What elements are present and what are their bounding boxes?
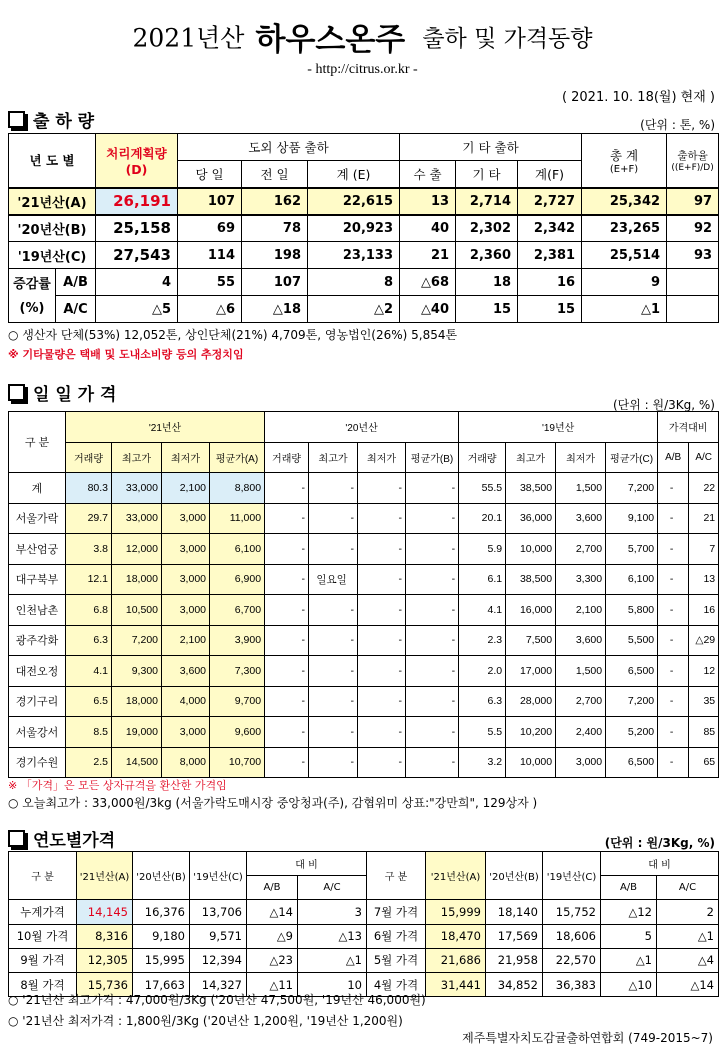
daily-cell-ac: 12 [689, 656, 719, 687]
page-title [0, 14, 725, 64]
daily-cell-a19: 6,100 [606, 564, 658, 595]
daily-cell-a20: - [406, 564, 459, 595]
daily-cell-x21: 33,000 [112, 503, 162, 534]
daily-cell-v19: 3.2 [459, 747, 506, 778]
daily-cell-v21: 80.3 [66, 473, 112, 504]
daily-cell-n20: - [358, 717, 406, 748]
shipment-unit: (단위 : 톤, %) [640, 118, 715, 132]
daily-cell-a21: 11,000 [210, 503, 265, 534]
daily-cell-v20: - [265, 564, 309, 595]
daily-cell-a19: 5,200 [606, 717, 658, 748]
daily-cell-n19: 2,700 [556, 686, 606, 717]
market-name: 계 [9, 473, 66, 504]
shipment-row-2021: '21년산(A) 26,191 107 162 22,615 13 2,714 2,727 25,342 97 [9, 188, 719, 215]
footer-org: 제주특별자치도감귤출하연합회 (749-2015~7) [462, 1031, 713, 1045]
daily-cell-n21: 8,000 [162, 747, 210, 778]
daily-cell-x19: 7,500 [506, 625, 556, 656]
daily-cell-x19: 38,500 [506, 564, 556, 595]
daily-cell-x19: 10,000 [506, 747, 556, 778]
col-today: 당 일 [178, 161, 242, 188]
daily-cell-x21: 14,500 [112, 747, 162, 778]
yearly-cell-name: 5월 가격 [367, 948, 426, 972]
yearly-cell-ac: △1 [298, 948, 367, 972]
site-url[interactable]: - http://citrus.or.kr - [307, 62, 418, 77]
daily-cell-x20: - [309, 686, 358, 717]
daily-cell-a21: 9,600 [210, 717, 265, 748]
yearly-cell-ab: △9 [247, 924, 298, 948]
yearly-cell-name: 10월 가격 [9, 924, 77, 948]
yearly-price-table: 구 분 '21년산(A) '20년산(B) '19년산(C) 대 비 구 분 '21년산(A) '20년산(B) '19년산(C) 대 비 A/B A/C A/B A/C 누계가격 14,145 16,376 13,706 △14 3 7월 가격 15,999 18,140 15,752 △12 2 10월 가격 8,316 9,180 9,571 △9 △13 6월 가격 18,470 17,569 18,606 5 △1 9월 가격 12,305 15,995 12,394 △23 △1 5월 가격 21,686 21,958 22,570 △1 △4 8월 가격 15,736 17,663 14,327 △11 10 4월 가격 31,441 34,852 36,383 △10 △14 [8, 851, 719, 997]
daily-col-2019: '19년산 [459, 412, 658, 443]
daily-cell-v20: - [265, 656, 309, 687]
col-etc: 기 타 [456, 161, 518, 188]
col-year: 년 도 별 [9, 134, 96, 188]
daily-cell-n20: - [358, 747, 406, 778]
daily-cell-n19: 2,400 [556, 717, 606, 748]
daily-row [9, 686, 719, 717]
market-name: 대구북부 [9, 564, 66, 595]
daily-cell-n21: 2,100 [162, 625, 210, 656]
yearly-cell-a: 8,316 [77, 924, 133, 948]
yearly-cell-c: 18,606 [543, 924, 601, 948]
daily-cell-n20: - [358, 534, 406, 565]
yearly-cell-ab: △11 [247, 972, 298, 996]
yearly-cell-b: 18,140 [486, 900, 543, 924]
daily-cell-n20: - [358, 625, 406, 656]
market-name: 광주각화 [9, 625, 66, 656]
yearly-max-note: ○ '21년산 최고가격 : 47,000원/3Kg ('20년산 47,500원, '19년산 46,000원) [8, 993, 426, 1007]
daily-cell-n21: 3,000 [162, 717, 210, 748]
daily-cell-a21: 10,700 [210, 747, 265, 778]
daily-cell-x20: 일요일 [309, 564, 358, 595]
shipment-remark: ※ 기타물량은 택배 및 도내소비량 등의 추정치임 [8, 348, 244, 361]
market-name: 경기구리 [9, 686, 66, 717]
daily-cell-v19: 5.5 [459, 717, 506, 748]
daily-cell-n21: 3,000 [162, 595, 210, 626]
daily-cell-ac: 7 [689, 534, 719, 565]
daily-cell-v19: 20.1 [459, 503, 506, 534]
daily-cell-x19: 16,000 [506, 595, 556, 626]
daily-cell-x20: - [309, 503, 358, 534]
daily-row [9, 717, 719, 748]
daily-cell-a20: - [406, 747, 459, 778]
yearly-cell-b: 16,376 [133, 900, 190, 924]
daily-cell-n20: - [358, 473, 406, 504]
daily-cell-ab: - [658, 564, 689, 595]
daily-cell-ab: - [658, 747, 689, 778]
daily-cell-a20: - [406, 656, 459, 687]
yearly-cell-ac: 2 [657, 900, 719, 924]
daily-cell-x20: - [309, 595, 358, 626]
shipment-section-title: 출 하 량 [8, 107, 94, 132]
market-name: 경기수원 [9, 747, 66, 778]
daily-cell-v21: 4.1 [66, 656, 112, 687]
daily-cell-n20: - [358, 686, 406, 717]
daily-unit: (단위 : 원/3Kg, %) [612, 398, 715, 412]
daily-row [9, 503, 719, 534]
yearly-cell-c: 9,571 [190, 924, 247, 948]
daily-cell-x21: 7,200 [112, 625, 162, 656]
yearly-cell-b: 9,180 [133, 924, 190, 948]
daily-cell-a21: 6,900 [210, 564, 265, 595]
yearly-row [9, 924, 719, 948]
yearly-cell-ac: △13 [298, 924, 367, 948]
shipment-change-ac: (%) A/C △5 △6 △18 △2 △40 15 15 △1 [9, 296, 719, 323]
daily-cell-a19: 7,200 [606, 686, 658, 717]
daily-cell-v20: - [265, 625, 309, 656]
market-name: 서울강서 [9, 717, 66, 748]
daily-cell-x19: 10,200 [506, 717, 556, 748]
daily-col-2021: '21년산 [66, 412, 265, 443]
daily-cell-n20: - [358, 503, 406, 534]
daily-remark: ※ 「가격」은 모든 상자규격을 환산한 가격임 [8, 779, 227, 792]
yearly-cell-a: 15,999 [426, 900, 486, 924]
daily-cell-v20: - [265, 717, 309, 748]
daily-cell-v19: 6.3 [459, 686, 506, 717]
daily-cell-ab: - [658, 503, 689, 534]
daily-cell-v19: 5.9 [459, 534, 506, 565]
daily-cell-x20: - [309, 625, 358, 656]
yearly-min-note: ○ '21년산 최저가격 : 1,800원/3Kg ('20년산 1,200원, '19년산 1,200원) [8, 1014, 403, 1028]
yearly-cell-name: 9월 가격 [9, 948, 77, 972]
daily-cell-x19: 38,500 [506, 473, 556, 504]
daily-cell-n21: 3,000 [162, 534, 210, 565]
daily-cell-ab: - [658, 717, 689, 748]
shipment-table [8, 133, 719, 323]
daily-row [9, 534, 719, 565]
shipment-change-ab: 증감률 A/B 4 55 107 8 △68 18 16 9 [9, 269, 719, 296]
yearly-cell-ac: △4 [657, 948, 719, 972]
section-box-icon [8, 384, 25, 401]
daily-cell-n21: 3,600 [162, 656, 210, 687]
yearly-cell-name: 6월 가격 [367, 924, 426, 948]
daily-cell-v19: 2.3 [459, 625, 506, 656]
yearly-cell-a: 21,686 [426, 948, 486, 972]
daily-cell-a20: - [406, 595, 459, 626]
yearly-row [9, 900, 719, 924]
daily-cell-a19: 5,800 [606, 595, 658, 626]
daily-cell-x21: 33,000 [112, 473, 162, 504]
yearly-cell-a: 31,441 [426, 972, 486, 996]
yearly-cell-ab: △14 [247, 900, 298, 924]
daily-col-gubun: 구 분 [9, 412, 66, 473]
yearly-cell-ac: △1 [657, 924, 719, 948]
daily-cell-n19: 1,500 [556, 656, 606, 687]
daily-cell-v19: 55.5 [459, 473, 506, 504]
daily-cell-a20: - [406, 473, 459, 504]
daily-cell-x20: - [309, 656, 358, 687]
section-box-icon [8, 111, 25, 128]
daily-cell-n19: 3,000 [556, 747, 606, 778]
daily-cell-a20: - [406, 686, 459, 717]
daily-cell-n20: - [358, 656, 406, 687]
shipment-note: ○ 생산자 단체(53%) 12,052톤, 상인단체(21%) 4,709톤, 영농법인(26%) 5,854톤 [8, 328, 458, 342]
yearly-cell-c: 12,394 [190, 948, 247, 972]
daily-cell-ab: - [658, 625, 689, 656]
daily-cell-a21: 6,700 [210, 595, 265, 626]
yearly-cell-ab: △23 [247, 948, 298, 972]
yearly-unit: (단위 : 원/3Kg, %) [604, 836, 715, 850]
yearly-cell-a: 14,145 [77, 900, 133, 924]
yearly-cell-c: 22,570 [543, 948, 601, 972]
daily-cell-x21: 12,000 [112, 534, 162, 565]
daily-cell-v21: 6.3 [66, 625, 112, 656]
yearly-cell-ac: △14 [657, 972, 719, 996]
daily-cell-a20: - [406, 503, 459, 534]
daily-cell-ab: - [658, 534, 689, 565]
market-name: 대전오정 [9, 656, 66, 687]
col-sum-e: 계 (E) [308, 161, 400, 188]
daily-cell-n20: - [358, 564, 406, 595]
daily-cell-n21: 2,100 [162, 473, 210, 504]
yearly-cell-c: 13,706 [190, 900, 247, 924]
daily-cell-ac: 22 [689, 473, 719, 504]
yearly-cell-ab: 5 [601, 924, 657, 948]
daily-cell-a19: 5,500 [606, 625, 658, 656]
yearly-cell-a: 18,470 [426, 924, 486, 948]
daily-cell-a20: - [406, 625, 459, 656]
daily-cell-v20: - [265, 595, 309, 626]
daily-cell-ac: 16 [689, 595, 719, 626]
daily-section-title: 일 일 가 격 [8, 380, 116, 405]
yearly-cell-name: 4월 가격 [367, 972, 426, 996]
daily-cell-v21: 8.5 [66, 717, 112, 748]
daily-cell-ab: - [658, 595, 689, 626]
daily-cell-ab: - [658, 686, 689, 717]
daily-cell-a20: - [406, 534, 459, 565]
daily-cell-ac: 35 [689, 686, 719, 717]
daily-price-table: 구 분 '21년산 '20년산 '19년산 가격대비 거래량 최고가 최저가 평균가(A) 거래량 최고가 최저가 평균가(B) 거래량 최고가 최저가 평균가(C) A/B A/C 계 80.3 33,000 2,100 8,800 - - - - 55.5 38,500 1,500 7,200 - 22 서울가락 29.7 33,000 3,000 11,000 - - - - 20.1 36,000 3,600 9,100 - 21 부산엄궁 3.8 12,000 3,000 6,100 - - - - 5.9 10,000 2,700 5,700 - 7 대구북부 12.1 18,000 3,000 6,900 - 일요일 - - 6.1 38,500 3,300 6,100 - 13 인천남촌 6.8 10,500 3,000 6,700 - - - - 4.1 16,000 2,100 5,800 - 16 광주각화 6.3 7,200 2,100 3,900 - - - - 2.3 7,500 3,600 5,500 - △29 대전오정 4.1 9,300 3,600 7,300 - - - - 2.0 17,000 1,500 6,500 - 12 경기구리 6.5 18,000 4,000 9,700 - - - - 6.3 28,000 2,700 7,200 - 35 서울강서 8.5 19,000 3,000 9,600 - - - - 5.5 10,200 2,400 5,200 - 85 경기수원 2.5 14,500 8,000 10,700 - - - - 3.2 10,000 3,000 6,500 - 65 [8, 411, 719, 778]
yearly-cell-b: 17,663 [133, 972, 190, 996]
daily-cell-n19: 2,700 [556, 534, 606, 565]
col-plan: 처리계획량 (D) [96, 134, 178, 188]
daily-cell-v21: 3.8 [66, 534, 112, 565]
yearly-cell-ab: △12 [601, 900, 657, 924]
yearly-cell-b: 17,569 [486, 924, 543, 948]
daily-col-compare: 가격대비 [658, 412, 719, 443]
daily-cell-x21: 19,000 [112, 717, 162, 748]
daily-cell-n19: 3,600 [556, 503, 606, 534]
daily-cell-v21: 2.5 [66, 747, 112, 778]
daily-cell-a21: 6,100 [210, 534, 265, 565]
daily-row [9, 625, 719, 656]
shipment-row-2019: '19년산(C) 27,543 114 198 23,133 21 2,360 2,381 25,514 93 [9, 242, 719, 269]
daily-cell-ab: - [658, 473, 689, 504]
yearly-row [9, 948, 719, 972]
daily-cell-n19: 3,600 [556, 625, 606, 656]
market-name: 부산엄궁 [9, 534, 66, 565]
daily-cell-ac: 21 [689, 503, 719, 534]
daily-cell-x20: - [309, 747, 358, 778]
daily-row [9, 747, 719, 778]
yearly-cell-a: 12,305 [77, 948, 133, 972]
daily-cell-ac: △29 [689, 625, 719, 656]
daily-cell-v20: - [265, 747, 309, 778]
daily-cell-a20: - [406, 717, 459, 748]
shipment-row-2020: '20년산(B) 25,158 69 78 20,923 40 2,302 2,342 23,265 92 [9, 215, 719, 242]
daily-cell-v20: - [265, 686, 309, 717]
yearly-cell-c: 14,327 [190, 972, 247, 996]
daily-cell-x20: - [309, 473, 358, 504]
daily-row [9, 595, 719, 626]
section-box-icon [8, 830, 25, 847]
col-sum-f: 계(F) [518, 161, 582, 188]
yearly-cell-name: 7월 가격 [367, 900, 426, 924]
daily-cell-n19: 3,300 [556, 564, 606, 595]
daily-cell-a19: 7,200 [606, 473, 658, 504]
col-export: 수 출 [400, 161, 456, 188]
yearly-cell-name: 누계가격 [9, 900, 77, 924]
yearly-cell-b: 15,995 [133, 948, 190, 972]
yearly-cell-a: 15,736 [77, 972, 133, 996]
yearly-cell-c: 36,383 [543, 972, 601, 996]
col-outside: 도외 상품 출하 [178, 134, 400, 161]
title-year: 2021년산 [132, 23, 245, 53]
daily-cell-v21: 6.5 [66, 686, 112, 717]
col-other: 기 타 출하 [400, 134, 582, 161]
daily-cell-a21: 9,700 [210, 686, 265, 717]
title-subtitle: 출하 및 가격동향 [422, 26, 593, 52]
daily-cell-ac: 13 [689, 564, 719, 595]
daily-cell-x21: 18,000 [112, 686, 162, 717]
daily-note: ○ 오늘최고가 : 33,000원/3kg (서울가락도매시장 중앙청과(주), 감협위미 상표:"강만희", 129상자 ) [8, 796, 538, 810]
daily-cell-n21: 4,000 [162, 686, 210, 717]
col-prev: 전 일 [242, 161, 308, 188]
market-name: 서울가락 [9, 503, 66, 534]
daily-cell-x21: 18,000 [112, 564, 162, 595]
daily-cell-a21: 7,300 [210, 656, 265, 687]
daily-cell-x19: 17,000 [506, 656, 556, 687]
daily-cell-a21: 3,900 [210, 625, 265, 656]
daily-cell-n21: 3,000 [162, 564, 210, 595]
daily-cell-n21: 3,000 [162, 503, 210, 534]
yearly-cell-ab: △1 [601, 948, 657, 972]
daily-cell-ab: - [658, 656, 689, 687]
daily-cell-x21: 9,300 [112, 656, 162, 687]
daily-cell-v19: 2.0 [459, 656, 506, 687]
yearly-cell-name: 8월 가격 [9, 972, 77, 996]
daily-cell-n19: 1,500 [556, 473, 606, 504]
market-name: 인천남촌 [9, 595, 66, 626]
daily-cell-v21: 29.7 [66, 503, 112, 534]
col-total: 총 계 (E+F) [582, 134, 667, 188]
report-date: ( 2021. 10. 18(월) 현재 ) [561, 90, 715, 105]
col-rate: 출하율 ((E+F)/D) [667, 134, 719, 188]
daily-cell-a19: 6,500 [606, 656, 658, 687]
daily-cell-a21: 8,800 [210, 473, 265, 504]
daily-cell-x19: 10,000 [506, 534, 556, 565]
daily-row [9, 656, 719, 687]
daily-col-2020: '20년산 [265, 412, 459, 443]
daily-cell-x20: - [309, 717, 358, 748]
daily-cell-x19: 28,000 [506, 686, 556, 717]
daily-row [9, 473, 719, 504]
daily-cell-v20: - [265, 534, 309, 565]
daily-cell-x21: 10,500 [112, 595, 162, 626]
yearly-cell-b: 21,958 [486, 948, 543, 972]
daily-cell-x19: 36,000 [506, 503, 556, 534]
daily-row [9, 564, 719, 595]
yearly-cell-b: 34,852 [486, 972, 543, 996]
daily-cell-a19: 9,100 [606, 503, 658, 534]
daily-cell-a19: 5,700 [606, 534, 658, 565]
daily-cell-v21: 6.8 [66, 595, 112, 626]
daily-cell-x20: - [309, 534, 358, 565]
daily-cell-ac: 65 [689, 747, 719, 778]
daily-cell-ac: 85 [689, 717, 719, 748]
yearly-cell-ab: △10 [601, 972, 657, 996]
daily-cell-v20: - [265, 473, 309, 504]
daily-cell-v19: 4.1 [459, 595, 506, 626]
daily-cell-v20: - [265, 503, 309, 534]
daily-cell-a19: 6,500 [606, 747, 658, 778]
daily-cell-n19: 2,100 [556, 595, 606, 626]
yearly-cell-ac: 3 [298, 900, 367, 924]
daily-cell-v21: 12.1 [66, 564, 112, 595]
yearly-cell-ac: 10 [298, 972, 367, 996]
daily-cell-n20: - [358, 595, 406, 626]
daily-cell-v19: 6.1 [459, 564, 506, 595]
yearly-section-title: 연도별가격 [8, 826, 115, 851]
yearly-cell-c: 15,752 [543, 900, 601, 924]
title-product: 하우스온주 [255, 22, 406, 58]
